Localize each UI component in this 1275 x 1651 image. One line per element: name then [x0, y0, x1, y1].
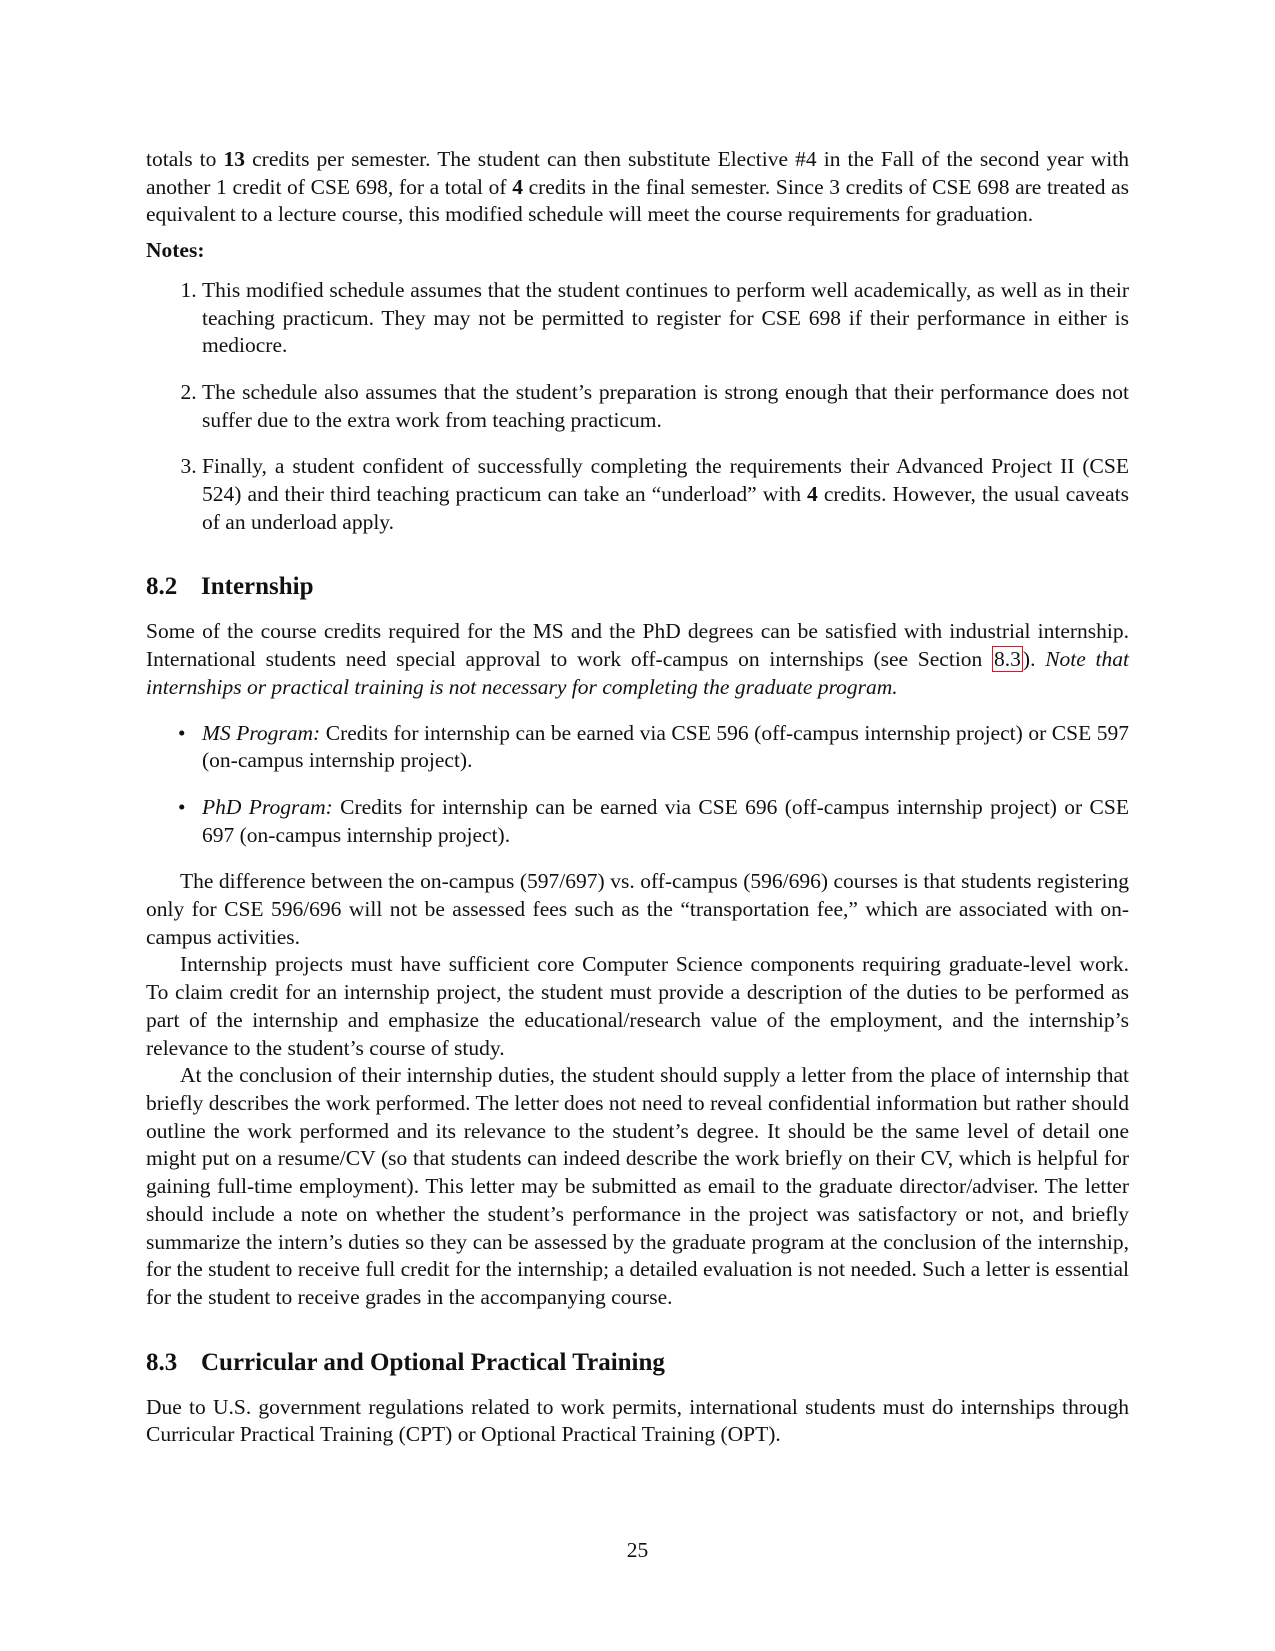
internship-intro-paragraph: Some of the course credits required for the MS and the PhD degrees can be satisfied with industrial internship. International students need special approval to work off-campus on internships (see Section 8.3). Note that internships or practical training is not necessary for completing the graduate program. [146, 619, 1129, 699]
section-heading-internship [146, 572, 1129, 602]
bullet-icon: • [178, 720, 186, 745]
section-heading-cpt-opt [146, 1348, 1129, 1378]
program-list [146, 720, 1129, 850]
note-item: 3. Finally, a student confident of successfully completing the requirements their Advanced Project II (CSE 524) and their third teaching practicum can take an “underload” with 4 credits. However, the usual caveats of an underload apply. [202, 453, 1129, 536]
program-item-phd: • PhD Program: Credits for internship can be earned via CSE 696 (off-campus internship project) or CSE 697 (on-campus internship project). [178, 794, 1129, 847]
note-item: 1. This modified schedule assumes that the student continues to perform well academically, as well as in their teaching practicum. They may not be permitted to register for CSE 698 if their performance in either is mediocre. [202, 277, 1129, 360]
section-title: Internship [201, 573, 314, 601]
intro-paragraph: totals to 13 credits per semester. The student can then substitute Elective #4 in the Fall of the second year with another 1 credit of CSE 698, for a total of 4 credits in the final semester. Since 3 credits of CSE 698 are treated as equivalent to a lecture course, this modified schedule will meet the course requirements for graduation. [146, 147, 1129, 227]
credits-13: 13 [223, 147, 246, 171]
section-number: 8.2 [146, 573, 178, 601]
section-number: 8.3 [146, 1348, 178, 1376]
body-paragraph: Internship projects must have sufficient core Computer Science components requiring graduate-level work. To claim credit for an internship project, the student must provide a description of the duties to be performed as part of the internship and emphasize the educational/research value of the employment, and the internship’s relevance to the student’s course of study. [146, 952, 1129, 1060]
bullet-icon: • [178, 794, 186, 819]
note-item: 2. The schedule also assumes that the student’s preparation is strong enough that their performance does not suffer due to the extra work from teaching practicum. [202, 379, 1129, 434]
section-title: Curricular and Optional Practical Training [201, 1348, 665, 1376]
program-item-ms: • MS Program: Credits for internship can be earned via CSE 596 (off-campus internship project) or CSE 597 (on-campus internship project). [178, 720, 1129, 773]
internship-note: Note that internships or practical training is not necessary for completing the graduate program. [146, 647, 1129, 699]
credits-4: 4 [512, 174, 523, 199]
notes-list [146, 277, 1129, 537]
notes-heading: Notes: [146, 238, 205, 263]
body-paragraph: At the conclusion of their internship duties, the student should supply a letter from the place of internship that briefly describes the work performed. The letter does not need to reveal confidential information but rather should outline the work performed and its relevance to the student’s degree. It should be the same level of detail one might put on a resume/CV (so that students can indeed describe the work briefly on their CV, which is helpful for gaining full-time employment). This letter may be submitted as email to the graduate director/adviser. The letter should include a note on whether the student’s performance in the project was satisfactory or not, and briefly summarize the intern’s duties so they can be assessed by the graduate program at the conclusion of the internship, for the student to receive full credit for the internship; a detailed evaluation is not needed. Such a letter is essential for the student to receive grades in the accompanying course. [146, 1063, 1129, 1309]
document-page [146, 146, 1129, 1449]
body-paragraph: The difference between the on-campus (597/697) vs. off-campus (596/696) courses is that students registering only for CSE 596/696 will not be assessed fees such as the “transportation fee,” which are associated with on-campus activities. [146, 869, 1129, 949]
page-number: 25 [626, 1538, 649, 1562]
section-8-3-link[interactable]: 8.3 [994, 647, 1021, 672]
cpt-opt-paragraph: Due to U.S. government regulations related to work permits, international students must do internships through Curricular Practical Training (CPT) or Optional Practical Training (OPT). [146, 1394, 1129, 1447]
